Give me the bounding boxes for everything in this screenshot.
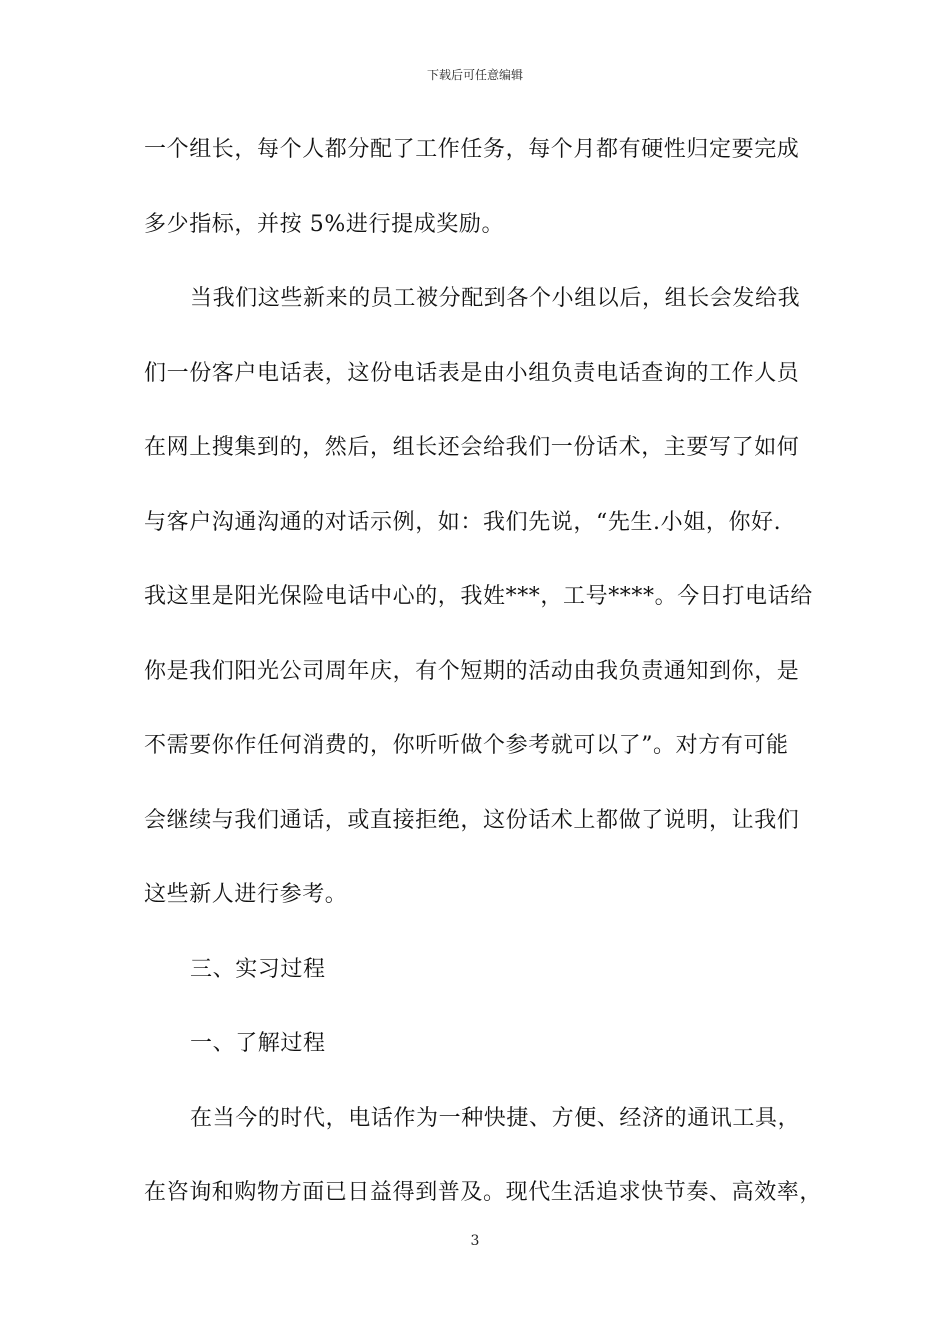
text-line: 在咨询和购物方面已日益得到普及。现代生活追求快节奏、高效率， — [144, 1180, 823, 1205]
text-line: 在当今的时代，电话作为一种快捷、方便、经济的通讯工具， — [190, 1105, 801, 1131]
subsection-heading: 一、了解过程 — [190, 1031, 326, 1056]
text-line: 不需要你作任何消费的，你听听做个参考就可以了”。对方有可能 — [144, 733, 789, 758]
page-number: 3 — [470, 1233, 480, 1249]
text-line: 你是我们阳光公司周年庆，有个短期的活动由我负责通知到你，是 — [144, 658, 800, 684]
text-line: 会继续与我们通话，或直接拒绝，这份话术上都做了说明，让我们 — [144, 807, 800, 833]
text-line: 当我们这些新来的员工被分配到各个小组以后，组长会发给我 — [190, 286, 801, 311]
text-line: 这些新人进行参考。 — [144, 882, 348, 907]
text-line: 我这里是阳光保险电话中心的，我姓***，工号****。今日打电话给 — [144, 584, 813, 609]
text-line: 在网上搜集到的，然后，组长还会给我们一份话术，主要写了如何 — [144, 435, 800, 460]
text-line: 与客户沟通沟通的对话示例，如：我们先说，“先生.小姐，你好. — [144, 509, 782, 535]
text-line: 多少指标，并按 5%进行提成奖励。 — [144, 211, 505, 237]
section-heading: 三、实习过程 — [190, 956, 326, 982]
text-line: 一个组长，每个人都分配了工作任务，每个月都有硬性归定要完成 — [144, 137, 800, 162]
page-header: 下载后可任意编辑 — [426, 68, 523, 82]
text-line: 们一份客户电话表，这份电话表是由小组负责电话查询的工作人员 — [144, 360, 800, 386]
document-body — [144, 128, 824, 1246]
